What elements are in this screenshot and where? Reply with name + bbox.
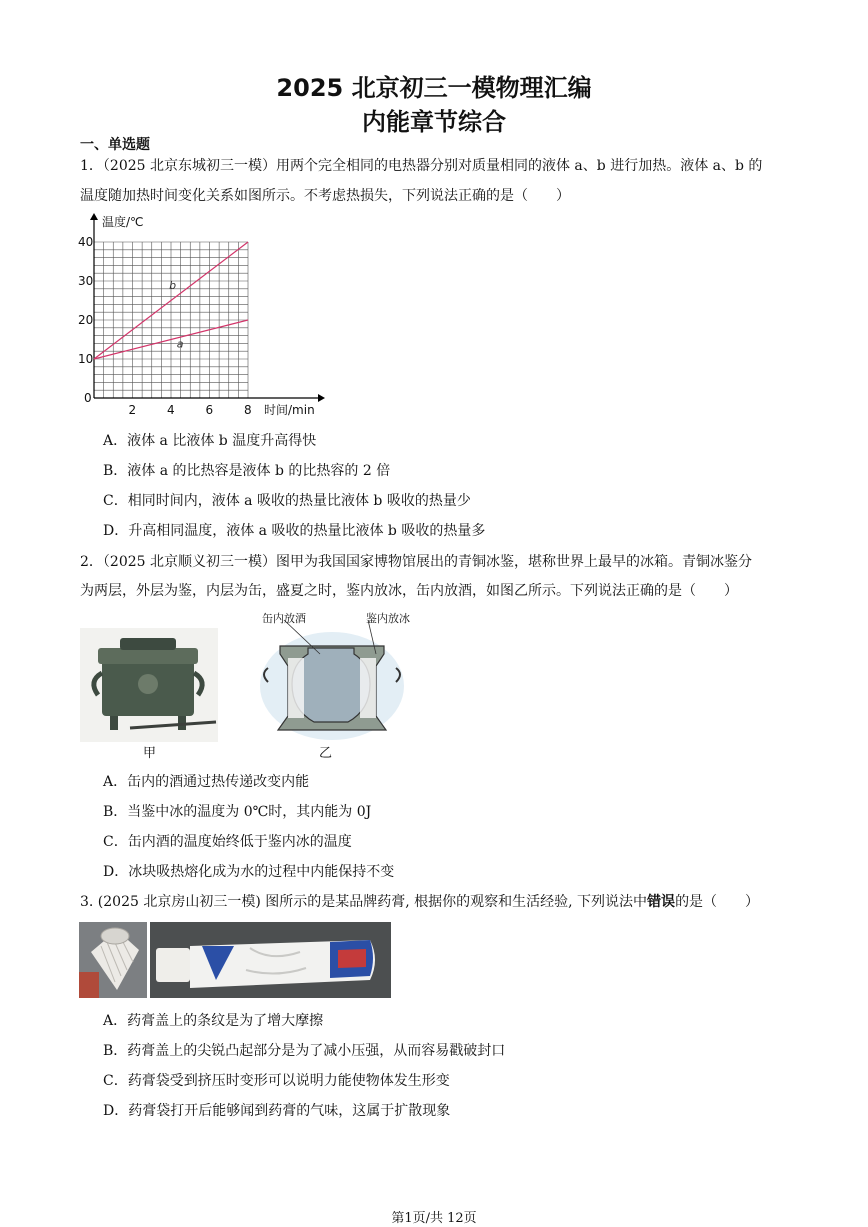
y-axis-arrow <box>90 213 98 220</box>
fig-jia-caption: 甲 <box>143 746 157 761</box>
section-heading: 一、单选题 <box>80 137 150 153</box>
page-footer: 第1页/共 12页 <box>391 1211 477 1226</box>
x-tick-label: 2 <box>128 403 137 417</box>
q1-stem-line1: 1．（2025 北京东城初三一模）用两个完全相同的电热器分别对质量相同的液体 a、b 进行加热。液体 a、b 的 <box>80 158 763 174</box>
document-title: 2025 北京初三一模物理汇编 <box>276 74 592 102</box>
y-tick-label: 10 <box>78 352 94 366</box>
q3-stem <box>80 893 759 911</box>
q2-option-d: D．冰块吸热熔化成为水的过程中内能保持不变 <box>103 864 395 880</box>
x-axis-arrow <box>318 394 325 402</box>
y-tick-label: 40 <box>78 235 94 249</box>
label-ice: 鉴内放冰 <box>366 612 410 625</box>
origin-label: 0 <box>84 391 92 405</box>
q3-option-b: B．药膏盖上的尖锐凸起部分是为了减小压强，从而容易戳破封口 <box>103 1043 506 1059</box>
q2-option-c: C．缶内酒的温度始终低于鉴内冰的温度 <box>103 834 352 850</box>
y-axis-label: 温度/℃ <box>102 215 144 229</box>
chart-grid <box>94 242 248 398</box>
y-tick-label: 20 <box>78 313 94 327</box>
chart-axes <box>90 213 325 402</box>
q2-stem-line2: 为两层，外层为鉴，内层为缶，盛夏之时，鉴内放冰，缶内放酒，如图乙所示。下列说法正确的是（ ） <box>80 583 738 599</box>
q1-option-d: D．升高相同温度，液体 a 吸收的热量比液体 b 吸收的热量多 <box>103 523 486 539</box>
bronze-ice-chest-photo <box>80 628 218 742</box>
fig-yi-caption: 乙 <box>319 746 333 761</box>
q3-option-a: A．药膏盖上的条纹是为了增大摩擦 <box>103 1013 324 1029</box>
q1-temperature-chart <box>78 210 338 422</box>
q3-option-c: C．药膏袋受到挤压时变形可以说明力能使物体发生形变 <box>103 1073 450 1089</box>
q1-stem-line2: 温度随加热时间变化关系如图所示。不考虑热损失，下列说法正确的是（ ） <box>80 188 570 204</box>
ice-chest-diagram <box>250 608 410 743</box>
label-wine: 缶内放酒 <box>262 612 306 625</box>
ointment-cap-photo <box>79 922 147 998</box>
q1-option-b: B．液体 a 的比热容是液体 b 的比热容的 2 倍 <box>103 463 391 479</box>
series-label-a: a <box>176 337 184 351</box>
y-tick-label: 30 <box>78 274 94 288</box>
q3-option-d: D．药膏袋打开后能够闻到药膏的气味，这属于扩散现象 <box>103 1103 451 1119</box>
ointment-tube-photo <box>150 922 391 998</box>
x-tick-label: 4 <box>167 403 175 417</box>
q3-stem-emphasis: 错误 <box>647 894 676 910</box>
q1-option-c: C．相同时间内，液体 a 吸收的热量比液体 b 吸收的热量少 <box>103 493 471 509</box>
q3-stem-post: 的是（ ） <box>675 894 760 910</box>
q2-option-b: B．当鉴中冰的温度为 0℃时，其内能为 0J <box>103 804 372 820</box>
q3-stem-pre: 3. (2025 北京房山初三一模) 图所示的是某品牌药膏, 根据你的观察和生活经验, 下列说法中 <box>80 894 648 910</box>
x-tick-label: 8 <box>244 403 252 417</box>
q2-option-a: A．缶内的酒通过热传递改变内能 <box>103 774 310 790</box>
q1-option-a: A．液体 a 比液体 b 温度升高得快 <box>103 433 317 449</box>
x-axis-label: 时间/min <box>264 403 315 417</box>
x-tick-label: 6 <box>205 403 214 417</box>
series-label-b: b <box>169 278 177 292</box>
q2-stem-line1: 2．（2025 北京顺义初三一模）图甲为我国国家博物馆展出的青铜冰鉴，堪称世界上最早的冰箱。青铜冰鉴分 <box>80 554 752 570</box>
document-subtitle: 内能章节综合 <box>362 108 506 136</box>
